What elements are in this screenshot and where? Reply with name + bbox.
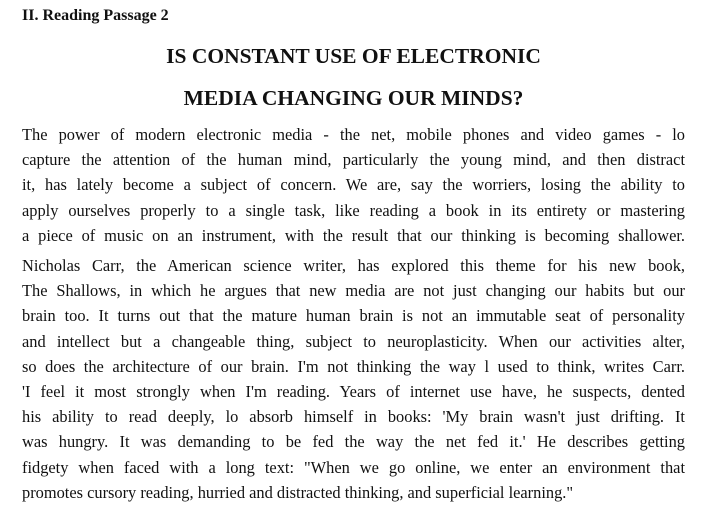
paragraph-line: and intellect but a changeable thing, subject to neuroplasticity. When our activities alter,	[22, 331, 685, 351]
paragraph-line: was hungry. It was demanding to be fed the way the net fed it.' He describes getting	[22, 432, 685, 452]
paragraph-line: Nicholas Carr, the American science writer, has explored this theme for his new book,	[22, 256, 685, 276]
section-heading: II. Reading Passage 2	[22, 7, 169, 24]
paragraph-line: his ability to read deeply, lo absorb himself in books: 'My brain wasn't just drifting. It	[22, 407, 685, 427]
paragraph-line: 'I feel it most strongly when I'm reading. Years of internet use have, he suspects, dented	[22, 382, 685, 402]
paragraph-line: apply ourselves properly to a single task, like reading a book in its entirety or mastering	[22, 200, 685, 220]
paragraph-1	[22, 122, 685, 248]
paragraph-line: so does the architecture of our brain. I'm not thinking the way l used to think, writes Carr.	[22, 356, 685, 376]
paragraph-line: fidgety when faced with a long text: "When we go online, we enter an environment that	[22, 457, 685, 477]
paragraph-line: The power of modern electronic media - the net, mobile phones and video games - lo	[22, 125, 685, 144]
passage-title-line-2: MEDIA CHANGING OUR MINDS?	[183, 86, 524, 110]
paragraph-line: brain too. It turns out that the mature human brain is not an immutable seat of personality	[22, 306, 685, 326]
passage-title-line-1: IS CONSTANT USE OF ELECTRONIC	[166, 44, 541, 68]
paragraph-line: a piece of music on an instrument, with the result that our thinking is becoming shallower.	[22, 225, 685, 245]
paragraph-line: it, has lately become a subject of concern. We are, say the worriers, losing the ability to	[22, 175, 685, 195]
paragraph-line: promotes cursory reading, hurried and distracted thinking, and superficial learning."	[22, 482, 574, 502]
paragraph-line: capture the attention of the human mind, particularly the young mind, and then distract	[22, 150, 685, 170]
paragraph-line: The Shallows, in which he argues that new media are not just changing our habits but our	[22, 281, 685, 301]
paragraph-2	[22, 253, 685, 505]
